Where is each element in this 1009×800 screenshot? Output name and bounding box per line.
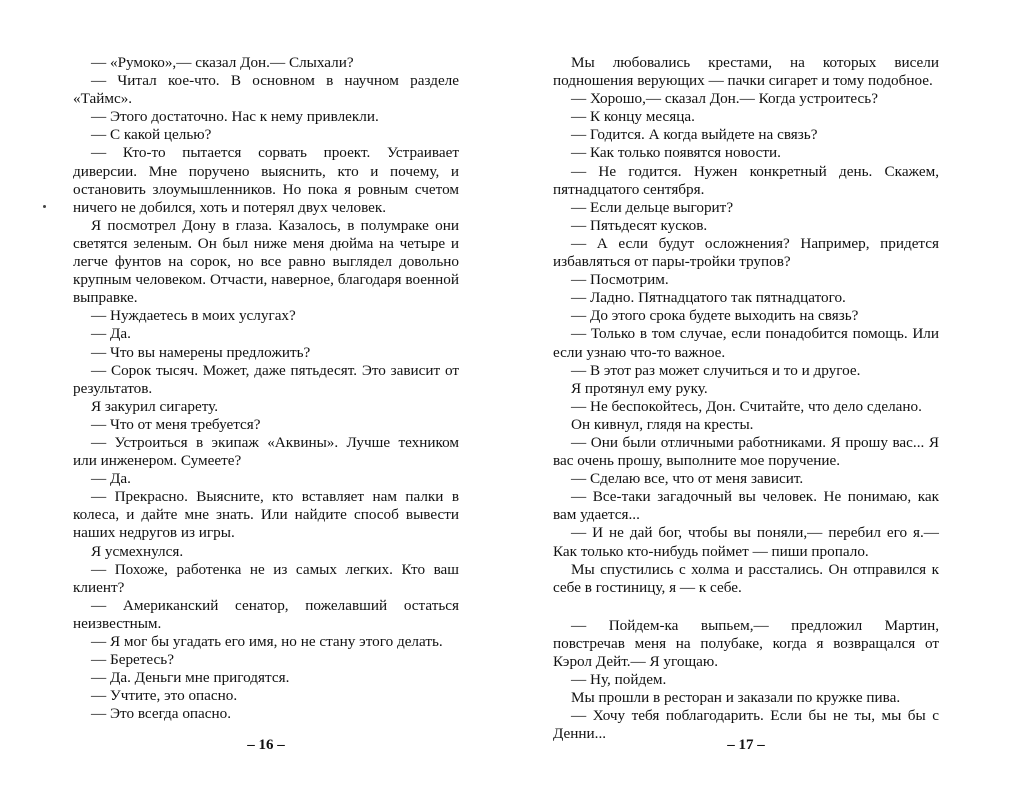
paragraph: — Что от меня требуется?: [91, 415, 261, 433]
paragraph: — Нуждаетесь в моих услугах?: [91, 307, 296, 325]
paragraph: — Сделаю все, что от меня зависит.: [571, 470, 804, 488]
scan-speck: [43, 205, 46, 208]
paragraph: — Американский сенатор, пожелавший остаться неизвестным.: [73, 596, 459, 632]
paragraph: — С какой целью?: [91, 126, 212, 144]
paragraph: — Хорошо,— сказал Дон.— Когда устроитесь?: [571, 90, 878, 108]
paragraph: — И не дай бог, чтобы вы поняли,— перебил его я.— Как только кто-нибудь поймет — пиши пропало.: [553, 524, 939, 560]
paragraph: — Годится. А когда выйдете на связь?: [571, 126, 818, 144]
paragraph: Я закурил сигарету.: [91, 397, 219, 415]
paragraph: — «Румоко»,— сказал Дон.— Слыхали?: [91, 54, 354, 71]
paragraph: Мы любовались крестами, на которых висели подношения верующих — пачки сигарет и тому подобное.: [553, 54, 939, 90]
paragraph: — Ладно. Пятнадцатого так пятнадцатого.: [571, 289, 846, 307]
paragraph: Он кивнул, глядя на кресты.: [571, 415, 754, 433]
paragraph: — Это всегда опасно.: [91, 705, 232, 723]
paragraph: — Ну, пойдем.: [571, 671, 667, 689]
paragraph: — Не беспокойтесь, Дон. Считайте, что дело сделано.: [571, 397, 922, 415]
paragraph: — Устроиться в экипаж «Аквины». Лучше техником или инженером. Сумеете?: [73, 433, 459, 470]
paragraph: — Если дельце выгорит?: [571, 198, 734, 216]
paragraph: Я протянул ему руку.: [571, 379, 708, 397]
paragraph: — А если будут осложнения? Например, придется избавляться от пары-тройки трупов?: [553, 234, 939, 271]
page-number-right: – 17 –: [727, 737, 765, 753]
left-page: [73, 54, 459, 723]
paragraph: — К концу месяца.: [571, 108, 695, 126]
paragraph: — Кто-то пытается сорвать проект. Устраивает диверсии. Мне поручено выяснить, кто и почему, и остановить злоумышленников. Но пока я ровным счетом ничего не добился, хоть и потерял двух человек.: [73, 144, 459, 216]
paragraph: — Да.: [91, 470, 131, 488]
paragraph: — До этого срока будете выходить на связь?: [571, 307, 859, 325]
page-number-left: – 16 –: [247, 737, 285, 753]
paragraph: — Беретесь?: [91, 651, 174, 669]
paragraph: — Только в том случае, если понадобится помощь. Или если узнаю что-то важное.: [553, 325, 939, 361]
paragraph: — Хочу тебя поблагодарить. Если бы не ты, мы бы с Денни...: [553, 707, 939, 743]
paragraph: Я посмотрел Дону в глаза. Казалось, в полумраке они светятся зеленым. Он был ниже меня дюйма на четыре и легче фунтов на сорок, но все равно выглядел довольно крупным человеком. Отчасти, наверное, благодаря военной выправке.: [73, 216, 459, 307]
paragraph: — Посмотрим.: [571, 271, 669, 289]
paragraph: Мы прошли в ресторан и заказали по кружке пива.: [571, 689, 901, 707]
paragraph: — Прекрасно. Выясните, кто вставляет нам палки в колеса, и дайте мне знать. Или найдите способ вывести наших недругов из игры.: [73, 488, 459, 542]
paragraph: — Они были отличными работниками. Я прошу вас... Я вас очень прошу, выполните мое поручение.: [553, 433, 939, 470]
paragraph: — Не годится. Нужен конкретный день. Скажем, пятнадцатого сентября.: [553, 162, 939, 198]
paragraph: — Как только появятся новости.: [571, 144, 781, 162]
paragraph: — Все-таки загадочный вы человек. Не понимаю, как вам удается...: [553, 488, 939, 524]
paragraph: — Читал кое-что. В основном в научном разделе «Таймс».: [73, 72, 459, 108]
paragraph: Я усмехнулся.: [91, 542, 184, 560]
paragraph: — Что вы намерены предложить?: [91, 343, 311, 361]
paragraph: — Я мог бы угадать его имя, но не стану этого делать.: [91, 633, 443, 650]
paragraph: — Похоже, работенка не из самых легких. Кто ваш клиент?: [73, 560, 459, 596]
paragraph: — Пятьдесят кусков.: [571, 216, 708, 234]
paragraph: — Пойдем-ка выпьем,— предложил Мартин, повстречав меня на полубаке, когда я возвращался от Кэрол Дейт.— Я угощаю.: [553, 616, 939, 670]
paragraph: — Этого достаточно. Нас к нему привлекли.: [91, 108, 379, 126]
paragraph: — В этот раз может случиться и то и другое.: [571, 361, 861, 379]
paragraph: Мы спустились с холма и расстались. Он отправился к себе в гостиницу, я — к себе.: [553, 560, 939, 596]
paragraph: — Да. Деньги мне пригодятся.: [91, 669, 290, 687]
paragraph: — Учтите, это опасно.: [91, 687, 238, 705]
paragraph: — Да.: [91, 325, 131, 343]
paragraph: — Сорок тысяч. Может, даже пятьдесят. Это зависит от результатов.: [73, 361, 459, 397]
right-page: [553, 54, 939, 743]
